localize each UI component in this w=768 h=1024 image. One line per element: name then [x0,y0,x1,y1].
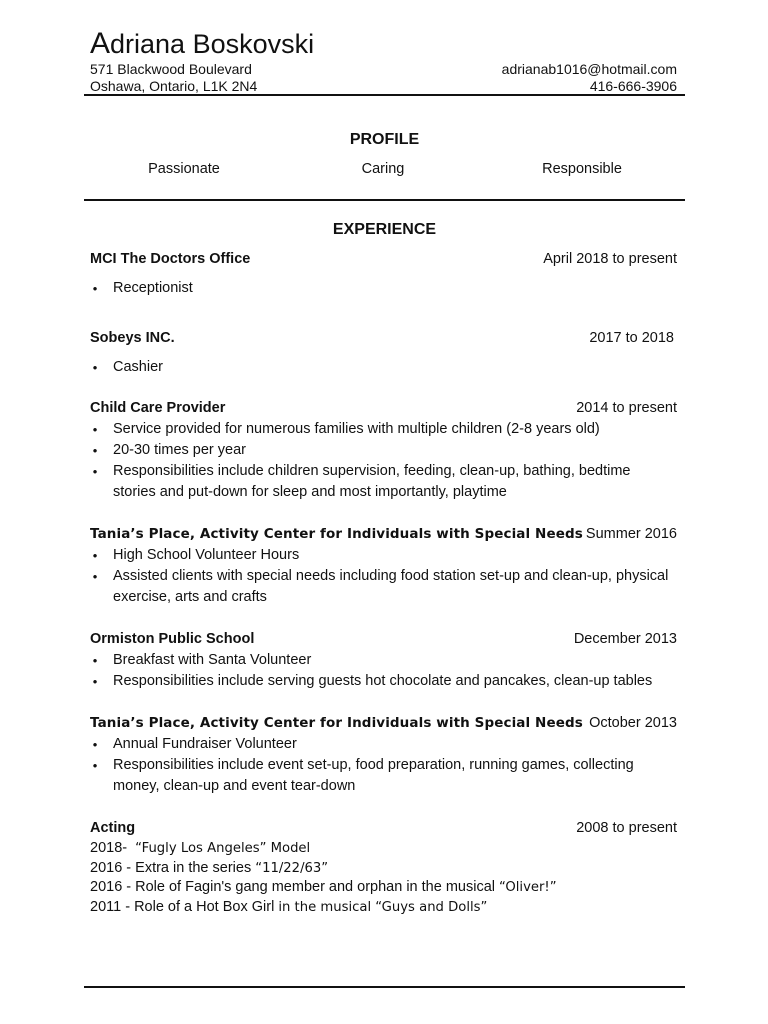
list-item [90,839,677,859]
list-item [90,671,677,692]
job-organization: Tania’s Place, Activity Center for Individuals with Special Needs [90,526,583,542]
list-item [90,357,674,378]
job-header [90,328,674,348]
bullet-icon: • [92,360,98,375]
job-bullets [90,545,677,608]
bullet-text: Receptionist [113,280,193,296]
job-date: December 2013 [573,631,677,647]
job-entry [90,249,677,299]
bullet-icon: • [92,758,98,773]
list-item [90,755,677,797]
header-divider [84,94,685,96]
job-header [90,818,677,838]
list-item [90,461,677,503]
list-item [90,278,677,299]
trait-passionate: Passionate [148,161,220,177]
list-item [90,859,677,879]
job-bullets [90,278,677,299]
job-date: October 2013 [589,715,677,731]
acting-year-text: 2018- [90,840,136,856]
job-date: 2014 to present [576,400,677,416]
name-rest: driana Boskovski [110,29,315,59]
job-organization: Acting [90,820,136,836]
job-header [90,398,677,418]
list-item [90,650,677,671]
job-organization: MCI The Doctors Office [90,251,251,267]
experience-heading: EXPERIENCE [332,221,437,238]
bullet-text: 20-30 times per year [113,442,246,458]
job-entry [90,398,677,503]
job-bullets [90,734,677,797]
bullet-icon: • [92,548,98,563]
phone-number: 416-666-3906 [589,78,677,94]
job-date: 2008 to present [576,820,677,836]
bullet-text: Responsibilities include serving guests hot chocolate and pancakes, clean-up tables [113,673,653,689]
acting-year-text: 2016 - Role of Fagin's gang member and orphan in the musical [90,879,500,895]
job-bullets [90,357,674,378]
bullet-icon: • [92,674,98,689]
job-organization: Tania’s Place, Activity Center for Individuals with Special Needs [90,715,583,731]
trait-responsible: Responsible [542,161,622,177]
bullet-icon: • [92,281,98,296]
job-organization: Sobeys INC. [90,330,175,346]
bullet-text: Breakfast with Santa Volunteer [113,652,312,668]
bullet-text: Annual Fundraiser Volunteer [113,736,297,752]
bullet-text: Responsibilities include event set-up, food preparation, running games, collecting money, clean-up and event tear-down [113,757,634,794]
profile-divider [84,199,685,201]
job-entry [90,713,677,797]
acting-year-text: 2011 - Role of a Hot Box Girl [90,898,279,915]
list-item [90,898,677,918]
job-bullets [90,650,677,692]
job-header [90,524,677,544]
bullet-text: High School Volunteer Hours [113,547,300,563]
acting-role-text: “11/22/63” [255,860,329,876]
bullet-text: Cashier [113,359,163,375]
acting-role-text: “Fugly Los Angeles” Model [135,841,311,856]
job-header [90,629,677,649]
name-initial: A [90,27,111,60]
list-item [90,419,677,440]
list-item [90,440,677,461]
job-entry [90,524,677,608]
job-organization: Ormiston Public School [90,631,255,647]
job-bullets [90,419,677,503]
job-date: Summer 2016 [585,526,677,542]
job-entry [90,328,674,378]
bullet-icon: • [92,653,98,668]
job-entry [90,629,677,692]
job-header [90,249,677,269]
acting-list [90,839,677,917]
acting-entry [90,818,677,917]
bullet-icon: • [92,443,98,458]
job-organization: Child Care Provider [90,400,226,416]
list-item [90,878,677,898]
list-item [90,734,677,755]
bullet-text: Service provided for numerous families with multiple children (2-8 years old) [113,421,600,437]
acting-role-text: in the musical “Guys and Dolls” [278,899,488,915]
bullet-icon: • [92,737,98,752]
list-item [90,545,677,566]
bullet-text: Assisted clients with special needs including food station set-up and clean-up, physical exercise, arts and crafts [113,568,669,605]
address-line-2: Oshawa, Ontario, L1K 2N4 [90,78,258,94]
list-item [90,566,677,608]
footer-divider [84,986,685,988]
profile-heading: PROFILE [349,131,420,148]
job-date: 2017 to 2018 [589,330,674,346]
acting-role-text: “Oliver!” [499,880,557,895]
job-date: April 2018 to present [543,251,677,267]
trait-caring: Caring [361,161,405,177]
address-line-1: 571 Blackwood Boulevard [90,61,252,77]
acting-year-text: 2016 - Extra in the series [90,859,256,876]
bullet-text: Responsibilities include children supervision, feeding, clean-up, bathing, bedtime stories and put-down for sleep and most importantly, playtime [113,463,631,500]
email-address: adrianab1016@hotmail.com [501,61,677,77]
bullet-icon: • [92,422,98,437]
applicant-name [90,28,314,60]
bullet-icon: • [92,464,98,479]
bullet-icon: • [92,569,98,584]
job-header [90,713,677,733]
